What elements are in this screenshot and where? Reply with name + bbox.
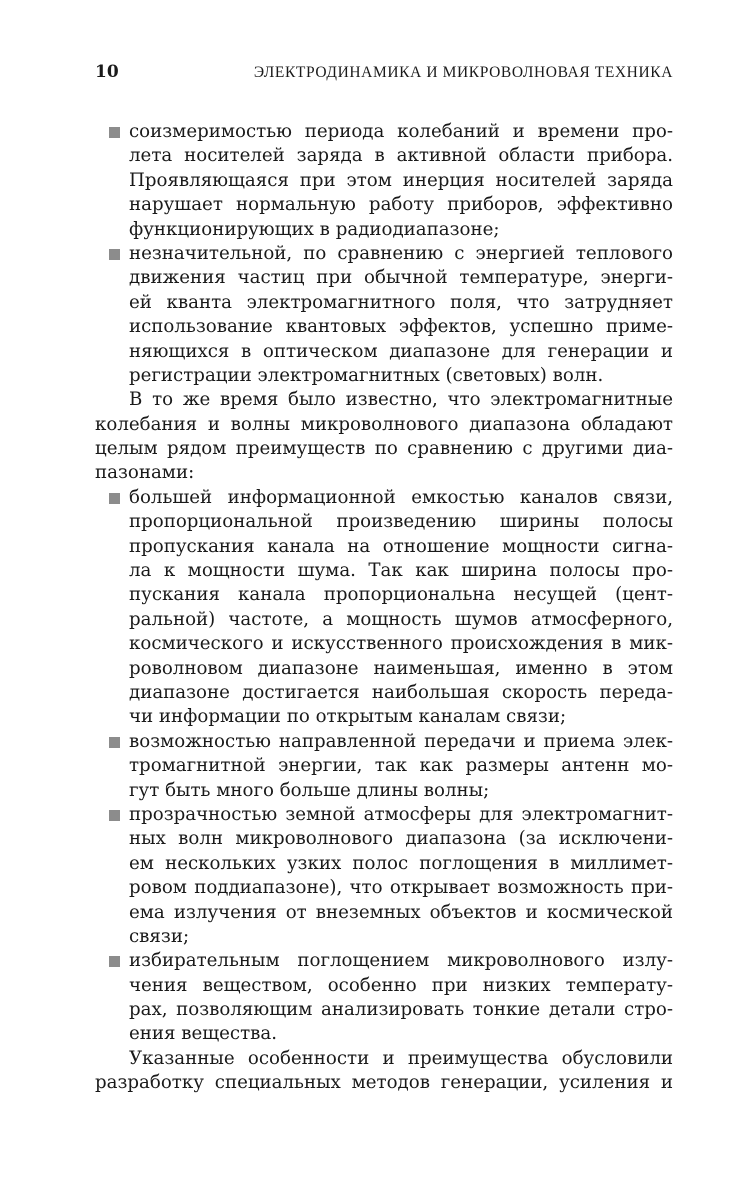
text-line: колебания и волны микроволнового диапазона обладают [95, 413, 673, 435]
text-line: прозрачностью земной атмосферы для электромагнит- [129, 803, 673, 825]
text-line: лета носителей заряда в активной области прибора. [129, 145, 673, 167]
page-number: 10 [95, 62, 119, 82]
text-line: избирательным поглощением микроволнового излу- [129, 950, 673, 972]
square-bullet-icon [109, 810, 120, 821]
square-bullet-icon [109, 493, 120, 504]
text-line: связи; [129, 925, 190, 947]
text-line: нарушает нормальную работу приборов, эффективно [129, 194, 673, 216]
list-item [95, 949, 673, 1047]
text-line: ных волн микроволнового диапазона (за исключени- [129, 828, 673, 850]
text-line: чи информации по открытым каналам связи; [129, 706, 567, 728]
book-page [95, 62, 673, 1096]
text-line: Проявляющаяся при этом инерция носителей заряда [129, 169, 673, 191]
text-line: пускания канала пропорциональна несущей (цент- [129, 584, 673, 606]
square-bullet-icon [109, 737, 120, 748]
text-line: ем нескольких узких полос поглощения в миллимет- [129, 852, 673, 874]
text-line: незначительной, по сравнению с энергией теплового [129, 242, 673, 264]
text-line: большей информационной емкостью каналов связи, [129, 486, 673, 508]
text-line: ральной) частоте, а мощность шумов атмосферного, [129, 608, 673, 630]
text-line: ения вещества. [129, 1023, 278, 1045]
list-item [95, 242, 673, 388]
body-text [95, 120, 673, 1096]
list-item [95, 486, 673, 730]
text-line: движения частиц при обычной температуре, энерги- [129, 267, 673, 289]
paragraph [95, 1047, 673, 1096]
text-line: разработку специальных методов генерации, усиления и [95, 1072, 673, 1094]
text-line: регистрации электромагнитных (световых) волн. [129, 364, 604, 386]
text-line: ла к мощности шума. Так как ширина полосы про- [129, 560, 673, 582]
text-line: функционирующих в радиодиапазоне; [129, 218, 500, 240]
list-item [95, 120, 673, 242]
text-line: ема излучения от внеземных объектов и космической [129, 901, 673, 923]
text-line: тромагнитной энергии, так как размеры антенн мо- [129, 755, 673, 777]
square-bullet-icon [109, 956, 120, 967]
text-line: возможностью направленной передачи и приема элек- [129, 730, 673, 752]
running-title: ЭЛЕКТРОДИНАМИКА И МИКРОВОЛНОВАЯ ТЕХНИКА [253, 64, 673, 81]
running-head [95, 62, 673, 90]
text-line: роволновом диапазоне наименьшая, именно в этом [129, 657, 673, 679]
text-line: няющихся в оптическом диапазоне для генерации и [129, 340, 673, 362]
square-bullet-icon [109, 127, 120, 138]
list-item [95, 730, 673, 803]
text-line: чения веществом, особенно при низких температу- [129, 974, 673, 996]
text-line: космического и искусственного происхождения в мик- [129, 633, 673, 655]
text-line: пропорциональной произведению ширины полосы [129, 511, 673, 533]
text-line: рах, позволяющим анализировать тонкие детали стро- [129, 999, 673, 1021]
text-line: пропускания канала на отношение мощности сигна- [129, 535, 673, 557]
text-line: пазонами: [95, 462, 195, 484]
text-line: Указанные особенности и преимущества обусловили [129, 1047, 673, 1069]
text-line: В то же время было известно, что электромагнитные [129, 389, 673, 411]
text-line: ей кванта электромагнитного поля, что затрудняет [129, 291, 673, 313]
text-line: ровом поддиапазоне), что открывает возможность при- [129, 877, 673, 899]
text-line: гут быть много больше длины волны; [129, 779, 490, 801]
paragraph [95, 388, 673, 486]
list-item [95, 803, 673, 949]
text-line: использование квантовых эффектов, успешно приме- [129, 316, 673, 338]
text-line: целым рядом преимуществ по сравнению с другими диа- [95, 438, 673, 460]
text-line: соизмеримостью периода колебаний и времени про- [129, 121, 673, 142]
text-line: диапазоне достигается наибольшая скорость переда- [129, 681, 673, 703]
square-bullet-icon [109, 249, 120, 260]
